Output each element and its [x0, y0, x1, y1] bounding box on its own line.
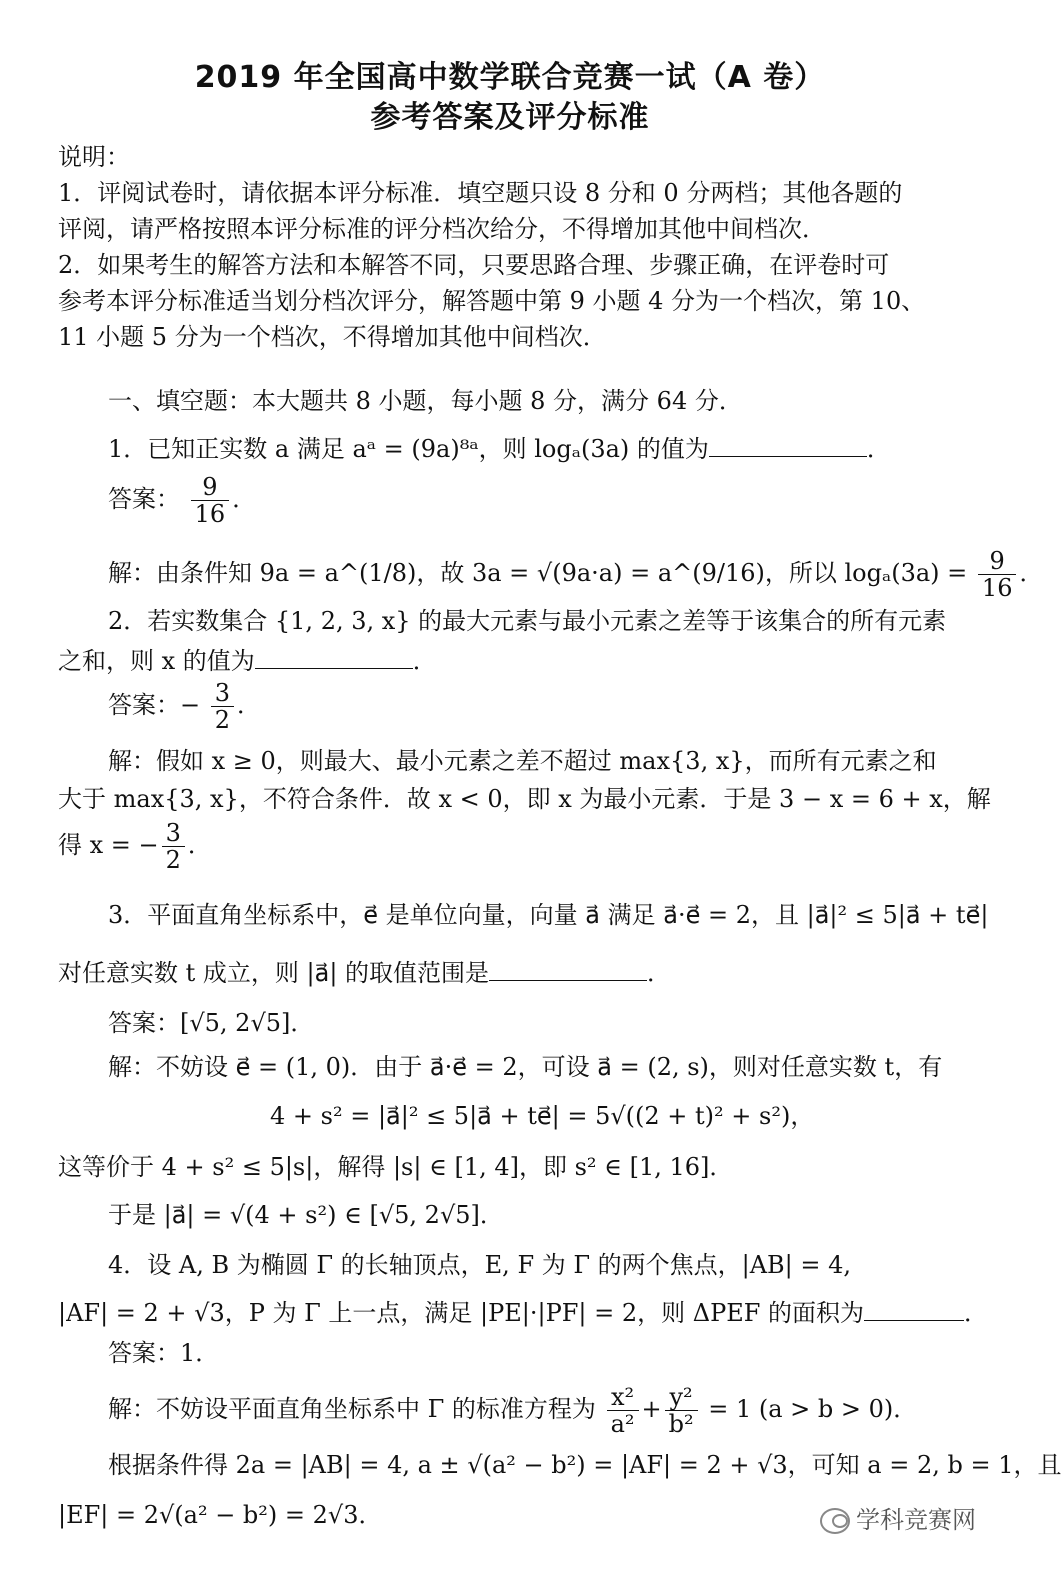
solution-text: 解：由条件知 9a = a^(1/8)，故 3a = √(9a·a) = a^(9/16)，所以 logₐ(3a) = [108, 559, 968, 587]
section-heading: 一、填空题：本大题共 8 小题，每小题 8 分，满分 64 分． [108, 387, 743, 415]
answer-blank [489, 954, 647, 981]
answer-3: 答案：[√5, 2√5]． [108, 1009, 315, 1037]
question-4-line: 4．设 A, B 为椭圆 Γ 的长轴顶点，E, F 为 Γ 的两个焦点，|AB| = 4, [108, 1251, 852, 1279]
fraction: $\frac{9}{16}$ [191, 474, 230, 527]
note-line: 参考本评分标准适当划分档次评分，解答题中第 9 小题 4 分为一个档次，第 10、 [58, 287, 926, 315]
question-2-line: 之和，则 x 的值为 ． [58, 642, 958, 678]
solution-4-line: |EF| = 2√(a² − b²) = 2√3． [58, 1501, 383, 1529]
solution-3-line: 解：不妨设 e⃗ = (1, 0)．由于 a⃗·e⃗ = 2，可设 a⃗ = (2, s)，则对任意实数 t，有 [108, 1053, 943, 1081]
wechat-icon [820, 1508, 850, 1534]
solution-1: 解：由条件知 9a = a^(1/8)，故 3a = √(9a·a) = a^(9/16)，所以 logₐ(3a) = $\frac{9}{16}$ ． [108, 547, 1044, 602]
question-text: 1．已知正实数 a 满足 aᵃ = (9a)⁸ᵃ，则 logₐ(3a) 的值为 [108, 435, 709, 463]
notes-heading: 说明： [58, 143, 130, 171]
fraction: $\frac{\text{x²}}{\text{a²}}$ [607, 1384, 639, 1437]
solution-4-line: 解：不妨设平面直角坐标系中 Γ 的标准方程为 $\frac{\text{x²}}{\text{a²}}$ + $\frac{\text{y²}}{\text{b²}}$ = 1 (a > b > 0)． [108, 1383, 918, 1438]
question-3-line: 3．平面直角坐标系中，e⃗ 是单位向量，向量 a⃗ 满足 a⃗·e⃗ = 2，且 |a⃗|² ≤ 5|a⃗ + te⃗| [108, 901, 989, 929]
answer-blank [864, 1294, 964, 1321]
fraction: $\frac{3}{2}$ [211, 680, 234, 733]
question-3-line: 对任意实数 t 成立，则 |a⃗| 的取值范围是 ． [58, 954, 958, 990]
solution-4-line: 根据条件得 2a = |AB| = 4, a ± √(a² − b²) = |AF| = 2 + √3，可知 a = 2, b = 1，且 [108, 1451, 1062, 1479]
question-2-line: 2．若实数集合 {1, 2, 3, x} 的最大元素与最小元素之差等于该集合的所有元素 [108, 607, 947, 635]
solution-2-line: 解：假如 x ≥ 0，则最大、最小元素之差不超过 max{3, x}，而所有元素之和 [108, 747, 937, 775]
fraction: $\frac{3}{2}$ [162, 820, 185, 873]
answer-label: 答案： [108, 485, 180, 513]
note-line: 评阅，请严格按照本评分标准的评分档次给分，不得增加其他中间档次． [58, 215, 826, 243]
document-title: 2019 年全国高中数学联合竞赛一试（A 卷） [194, 60, 826, 95]
note-line: 2．如果考生的解答方法和本解答不同，只要思路合理、步骤正确，在评卷时可 [58, 251, 890, 279]
answer-blank [709, 430, 867, 457]
answer-4: 答案：1． [108, 1339, 220, 1367]
note-line: 1．评阅试卷时，请依据本评分标准．填空题只设 8 分和 0 分两档；其他各题的 [58, 179, 903, 207]
fraction: $\frac{\text{y²}}{\text{b²}}$ [665, 1384, 698, 1437]
answer-2: 答案：− $\frac{3}{2}$ ． [108, 679, 262, 734]
solution-2-line: 得 x = − $\frac{3}{2}$ ． [58, 819, 212, 874]
solution-3-line: 这等价于 4 + s² ≤ 5|s|，解得 |s| ∈ [1, 4]，即 s² ∈ [1, 16]． [58, 1153, 734, 1181]
solution-2-line: 大于 max{3, x}，不符合条件．故 x < 0，即 x 为最小元素．于是 3 − x = 6 + x，解 [58, 785, 991, 813]
note-line: 11 小题 5 分为一个档次，不得增加其他中间档次． [58, 323, 607, 351]
answer-label: 答案： [108, 691, 180, 719]
watermark: 学科竞赛网 [820, 1500, 976, 1535]
solution-3-equation: 4 + s² = |a⃗|² ≤ 5|a⃗ + te⃗| = 5√((2 + t)² + s²)， [270, 1102, 815, 1130]
fraction: $\frac{9}{16}$ [978, 548, 1017, 601]
answer-1: 答案： $\frac{9}{16}$ ． [108, 473, 257, 528]
solution-3-line: 于是 |a⃗| = √(4 + s²) ∈ [√5, 2√5]． [108, 1201, 504, 1229]
question-4-line: |AF| = 2 + √3，P 为 Γ 上一点，满足 |PE|·|PF| = 2，则 ΔPEF 的面积为 ． [58, 1294, 958, 1330]
document-subtitle: 参考答案及评分标准 [370, 100, 650, 135]
answer-blank [255, 642, 413, 669]
question-1: 1．已知正实数 a 满足 aᵃ = (9a)⁸ᵃ，则 logₐ(3a) 的值为 ． [108, 430, 1008, 466]
